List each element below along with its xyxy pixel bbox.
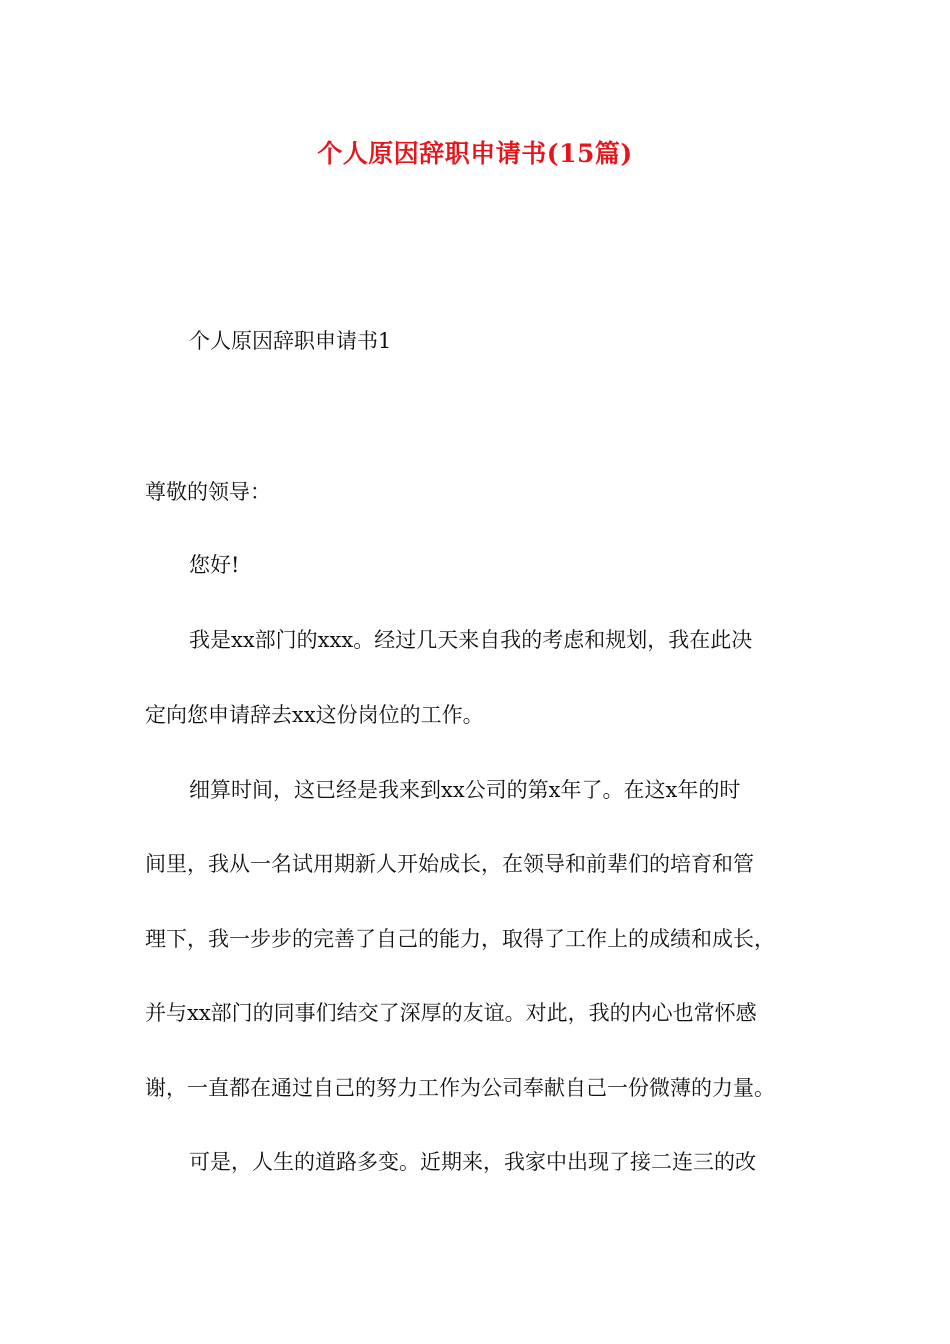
body-line: 并与xx部门的同事们结交了深厚的友谊。对此，我的内心也常怀感 xyxy=(145,1001,757,1025)
document-title: 个人原因辞职申请书(15篇) xyxy=(317,139,633,168)
body-line: 细算时间，这已经是我来到xx公司的第x年了。在这x年的时 xyxy=(189,778,741,802)
body-line: 理下，我一步步的完善了自己的能力，取得了工作上的成绩和成长， xyxy=(145,927,775,951)
greeting: 您好! xyxy=(189,553,240,577)
body-line: 谢，一直都在通过自己的努力工作为公司奉献自己一份微薄的力量。 xyxy=(145,1076,775,1100)
body-line: 间里，我从一名试用期新人开始成长，在领导和前辈们的培育和管 xyxy=(145,852,754,876)
section-heading: 个人原因辞职申请书1 xyxy=(189,329,392,353)
body-line: 定向您申请辞去xx这份岗位的工作。 xyxy=(145,703,484,727)
body-line: 我是xx部门的xxx。经过几天来自我的考虑和规划，我在此决 xyxy=(189,628,753,652)
body-line: 可是，人生的道路多变。近期来，我家中出现了接二连三的改 xyxy=(189,1150,756,1174)
salutation: 尊敬的领导： xyxy=(145,480,271,504)
